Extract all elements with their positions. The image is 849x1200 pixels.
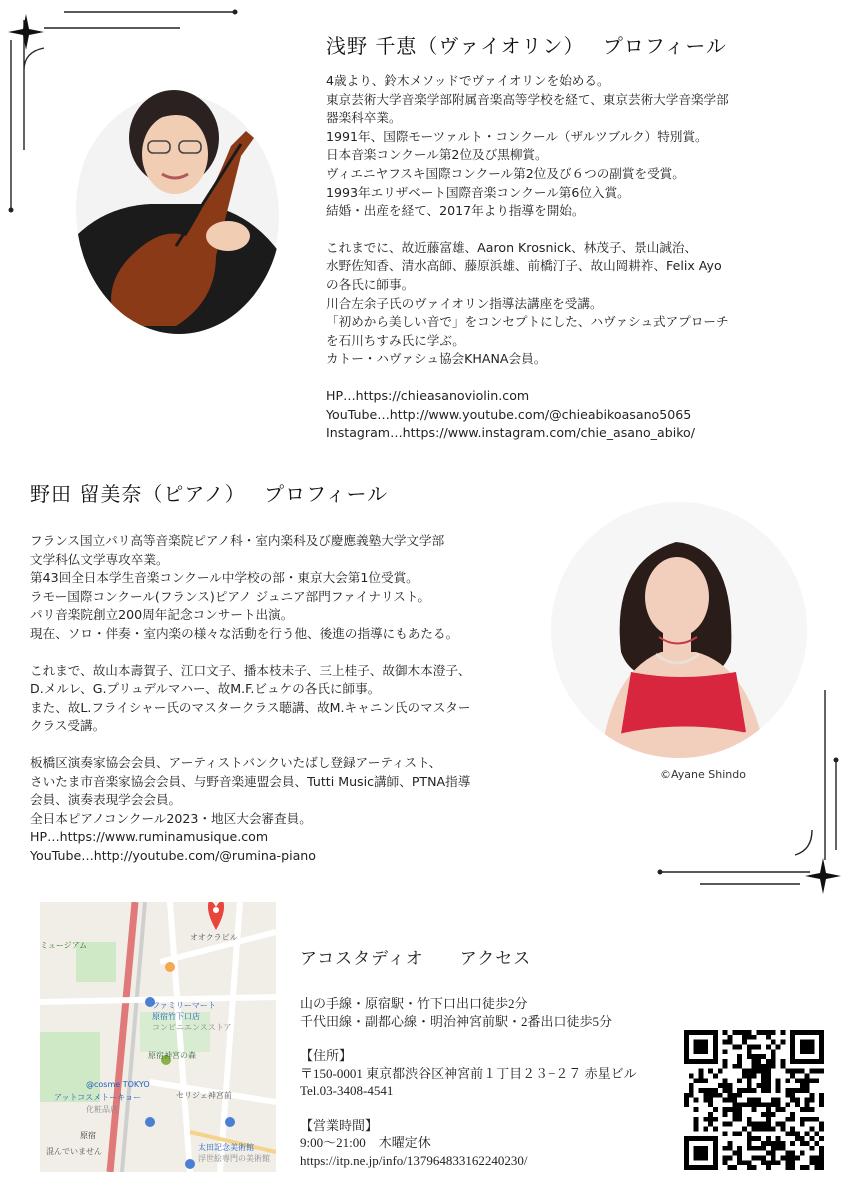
pianist-profile [30, 532, 471, 866]
info-url[interactable]: https://itp.ne.jp/info/137964833162240230/ [300, 1152, 528, 1168]
map-label: 太田記念美術館 [198, 1143, 254, 1152]
teacher-line: また、故L.フライシャー氏のマスタークラス聴講、故M.キャニン氏のマスター [30, 699, 471, 715]
map-label: 浮世絵専門の美術館 [198, 1154, 270, 1163]
map-label: @cosme TOKYO [86, 1080, 150, 1089]
hours: 9:00～21:00 木曜定休 [300, 1135, 431, 1150]
bio-line: 文学科仏文学専攻卒業。 [30, 551, 169, 567]
teacher-line: D.メルレ、G.プリュデルマハー、故M.F.ビュケの各氏に師事。 [30, 681, 381, 697]
pianist-title: 野田 留美奈（ピアノ） プロフィール [30, 482, 389, 506]
access-title: アコスタディオ アクセス [300, 949, 532, 969]
membership-line: さいたま市音楽家協会会員、与野音楽連盟会員、Tutti Music講師、PTNA指導 [30, 773, 471, 789]
teacher-line: 川合左余子氏のヴァイオリン指導法講座を受講。 [326, 295, 603, 311]
youtube-link[interactable]: YouTube…http://www.youtube.com/@chieabikoasano5065 [326, 406, 692, 422]
map-label: オオクラビル [190, 933, 238, 942]
bio-line: ヴィエニヤフスキ国際コンクール第2位及び６つの副賞を受賞。 [326, 165, 685, 181]
bio-line: ラモー国際コンクール(フランス)ピアノ ジュニア部門ファイナリスト。 [30, 588, 430, 604]
access-info [300, 995, 637, 1169]
bio-line: 結婚・出産を経て、2017年より指導を開始。 [326, 203, 585, 219]
membership-line: 全日本ピアノコンクール2023・地区大会審査員。 [30, 810, 312, 826]
instagram-link[interactable]: Instagram…https://www.instagram.com/chie_asano_abiko/ [326, 425, 695, 441]
bio-line: 日本音楽コンクール第2位及び黒柳賞。 [326, 147, 548, 163]
qr-code[interactable] [684, 1030, 824, 1170]
route-line: 山の手線・原宿駅・竹下口出口徒歩2分 [300, 996, 528, 1011]
teacher-line: 「初めから美しい音で」をコンセプトにした、ハヴァシュ式アプローチ [326, 314, 729, 330]
violinist-profile [326, 72, 729, 443]
address-heading: 【住所】 [300, 1048, 353, 1063]
pianist-photo [551, 502, 807, 758]
bio-line: 1991年、国際モーツァルト・コンクール（ザルツブルク）特別賞。 [326, 128, 708, 144]
bio-line: 1993年エリザベート国際音楽コンクール第6位入賞。 [326, 184, 630, 200]
bio-line: 4歳より、鈴木メソッドでヴァイオリンを始める。 [326, 73, 610, 88]
address: 〒150-0001 東京都渋谷区神宮前１丁目２３−２７ 赤星ビル [300, 1065, 637, 1081]
homepage-link[interactable]: HP…https://chieasanoviolin.com [326, 387, 530, 403]
telephone: Tel.03-3408-4541 [300, 1083, 394, 1098]
bio-line: 器楽科卒業。 [326, 110, 402, 126]
bio-line: フランス国立パリ高等音楽院ピアノ科・室内楽科及び慶應義塾大学文学部 [30, 533, 445, 548]
violinist-photo [76, 86, 282, 334]
route-line: 千代田線・副都心線・明治神宮前駅・2番出口徒歩5分 [300, 1013, 613, 1029]
violinist-title: 浅野 千恵（ヴァイオリン） プロフィール [326, 34, 727, 58]
sparkle-star-icon [8, 14, 44, 50]
map-label: 化粧品店 [86, 1105, 118, 1114]
map-label: アットコスメトーキョー [54, 1093, 142, 1102]
teacher-line: の各氏に師事。 [326, 276, 415, 292]
map-label: 混んでいません [46, 1147, 102, 1156]
access-map[interactable] [40, 902, 276, 1172]
teacher-line: を石川ちすみ氏に学ぶ。 [326, 332, 465, 348]
teacher-line: 水野佐知香、清水高師、藤原浜雄、前橋汀子、故山岡耕祚、Felix Ayo [326, 258, 722, 274]
hours-heading: 【営業時間】 [300, 1117, 379, 1133]
membership-line: 会員、演奏表現学会会員。 [30, 792, 182, 808]
map-label: セリジェ神宮前 [176, 1091, 232, 1100]
teacher-line: クラス受講。 [30, 718, 106, 734]
map-label: コンビニエンスストア [152, 1023, 232, 1032]
map-label: ミュージアム [40, 941, 88, 950]
bio-line: 東京芸術大学音楽学部附属音楽高等学校を経て、東京芸術大学音楽学部 [326, 91, 729, 107]
teacher-line: これまで、故山本壽賀子、江口文子、播本枝未子、三上桂子、故御木本澄子、 [30, 662, 471, 678]
sparkle-star-icon [805, 858, 841, 894]
membership-line: 板橋区演奏家協会会員、アーティストバンクいたばし登録アーティスト、 [30, 754, 442, 770]
bio-line: パリ音楽院創立200周年記念コンサート出演。 [30, 607, 294, 623]
teacher-line: これまでに、故近藤富雄、Aaron Krosnick、林茂子、景山誠治、 [326, 239, 698, 255]
photo-credit: ©Ayane Shindo [660, 768, 746, 781]
youtube-link[interactable]: YouTube…http://youtube.com/@rumina-piano [30, 847, 316, 863]
homepage-link[interactable]: HP…https://www.ruminamusique.com [30, 829, 269, 845]
bio-line: 第43回全日本学生音楽コンクール中学校の部・東京大会第1位受賞。 [30, 570, 419, 586]
teacher-line: カトー・ハヴァシュ協会KHANA会員。 [326, 351, 547, 367]
map-label: 原宿 [80, 1131, 96, 1140]
map-label: 原宿神宮の森 [148, 1051, 196, 1060]
map-label: ファミリーマート [152, 1001, 216, 1010]
map-label: 原宿竹下口店 [152, 1012, 200, 1021]
bio-line: 現在、ソロ・伴奏・室内楽の様々な活動を行う他、後進の指導にもあたる。 [30, 625, 459, 641]
